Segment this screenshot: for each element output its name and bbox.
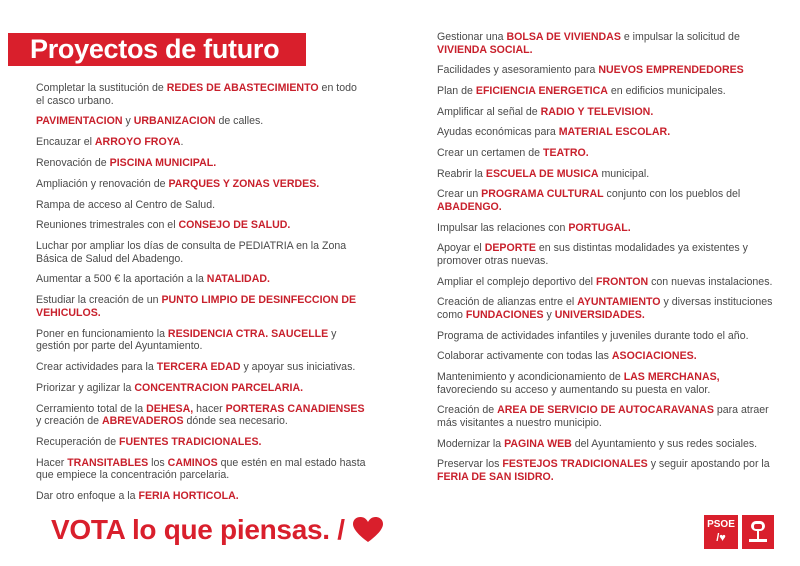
item-text: en todo el casco urbano. bbox=[36, 82, 357, 107]
list-item bbox=[437, 85, 777, 98]
highlight-text: RADIO Y TELEVISION. bbox=[540, 105, 654, 118]
item-text: Aumentar a 500 € la aportación a la bbox=[36, 273, 207, 286]
highlight-text: AYUNTAMIENTO bbox=[577, 296, 661, 309]
item-text: y gestión por parte del Ayuntamiento. bbox=[36, 327, 337, 353]
highlight-text: PROGRAMA CULTURAL bbox=[481, 188, 604, 201]
title-banner bbox=[8, 33, 306, 66]
slogan bbox=[51, 514, 383, 546]
psoe-logo-mark: /♥ bbox=[716, 532, 726, 544]
highlight-text: FRONTON bbox=[595, 275, 649, 288]
highlight-text: PISCINA MUNICIPAL. bbox=[109, 156, 217, 169]
highlight-text: PAGINA WEB bbox=[504, 437, 572, 450]
highlight-text: PAVIMENTACION bbox=[36, 115, 123, 128]
highlight-text: UNIVERSIDADES. bbox=[554, 308, 645, 321]
item-text: los bbox=[148, 456, 168, 469]
highlight-text: FERIA DE SAN ISIDRO. bbox=[437, 470, 554, 483]
list-item bbox=[36, 219, 366, 232]
list-item bbox=[36, 294, 366, 319]
list-item bbox=[36, 115, 366, 128]
list-item bbox=[437, 330, 777, 343]
highlight-text: BOLSA DE VIVIENDAS bbox=[506, 31, 621, 43]
item-text: . bbox=[180, 136, 184, 149]
left-column bbox=[36, 82, 366, 511]
highlight-text: ABADENGO. bbox=[437, 201, 502, 213]
highlight-text: PUNTO LIMPIO DE DESINFECCION DE VEHICULOS. bbox=[36, 294, 357, 319]
list-item bbox=[36, 240, 366, 265]
highlight-text: FESTEJOS TRADICIONALES bbox=[502, 458, 648, 471]
list-item bbox=[36, 403, 366, 428]
list-item bbox=[437, 168, 777, 181]
item-text: Crear un certamen de bbox=[437, 147, 543, 160]
item-text: Completar la sustitución de bbox=[36, 82, 167, 94]
highlight-text: ARROYO FROYA bbox=[94, 136, 181, 149]
item-text: Colaborar activamente con todas las bbox=[437, 350, 612, 363]
item-text: Crear un bbox=[437, 188, 482, 201]
highlight-text: ASOCIACIONES. bbox=[611, 350, 697, 363]
highlight-text: FUENTES TRADICIONALES. bbox=[119, 435, 262, 448]
psoe-logo-text: PSOE bbox=[707, 519, 735, 530]
highlight-text: URBANIZACION bbox=[133, 115, 216, 128]
list-item bbox=[437, 147, 777, 160]
item-text: Impulsar las relaciones con bbox=[437, 221, 569, 234]
item-text: y apoyar sus iniciativas. bbox=[240, 360, 356, 373]
item-text: conjunto con los pueblos del bbox=[603, 188, 741, 201]
list-item bbox=[437, 64, 777, 77]
highlight-text: ESCUELA DE MUSICA bbox=[485, 167, 599, 180]
item-text: Estudiar la creación de un bbox=[36, 294, 162, 307]
highlight-text: FUNDACIONES bbox=[465, 308, 544, 321]
list-item bbox=[36, 328, 366, 353]
highlight-text: TERCERA EDAD bbox=[156, 360, 241, 373]
list-item bbox=[437, 188, 777, 213]
highlight-text: EFICIENCIA ENERGETICA bbox=[475, 84, 608, 97]
list-item bbox=[36, 361, 366, 374]
list-item bbox=[437, 31, 777, 56]
highlight-text: NUEVOS EMPRENDEDORES bbox=[598, 64, 744, 77]
item-text: municipal. bbox=[598, 167, 650, 180]
list-item bbox=[36, 273, 366, 286]
list-item bbox=[36, 199, 366, 212]
page-title: Proyectos de futuro bbox=[30, 34, 280, 64]
item-text: hacer bbox=[193, 402, 226, 415]
item-text: en sus distintas modalidades ya existentes y promover otras nuevas. bbox=[437, 242, 748, 267]
right-column bbox=[437, 31, 777, 492]
item-text: Poner en funcionamiento la bbox=[36, 327, 168, 340]
item-text: Creación de bbox=[437, 404, 498, 417]
list-item bbox=[437, 404, 777, 429]
highlight-text: VIVIENDA SOCIAL. bbox=[437, 43, 533, 56]
list-item bbox=[437, 371, 777, 396]
highlight-text: ABREVADEROS bbox=[101, 415, 184, 428]
item-text: Apoyar el bbox=[437, 242, 485, 255]
highlight-text: LAS MERCHANAS, bbox=[623, 371, 720, 383]
highlight-text: NATALIDAD. bbox=[206, 273, 270, 286]
highlight-text: MATERIAL ESCOLAR. bbox=[558, 126, 671, 139]
highlight-text: FERIA HORTICOLA. bbox=[138, 490, 239, 503]
highlight-text: PORTUGAL. bbox=[568, 221, 631, 234]
item-text: Mantenimiento y acondicionamiento de bbox=[437, 371, 624, 383]
highlight-text: RESIDENCIA CTRA. SAUCELLE bbox=[167, 327, 329, 340]
highlight-text: CONCENTRACION PARCELARIA. bbox=[134, 381, 304, 394]
item-text: e impulsar la solicitud de bbox=[620, 31, 740, 43]
heart-icon bbox=[353, 517, 383, 543]
highlight-text: CONSEJO DE SALUD. bbox=[178, 219, 291, 232]
item-text: de calles. bbox=[215, 115, 264, 128]
item-text: y creación de bbox=[36, 415, 102, 428]
list-item bbox=[36, 457, 366, 482]
item-text: Amplificar al señal de bbox=[437, 105, 541, 118]
highlight-text: AREA DE SERVICIO DE AUTOCARAVANAS bbox=[497, 404, 714, 417]
highlight-text: TRANSITABLES bbox=[67, 456, 149, 469]
item-text: Ampliación y renovación de bbox=[36, 177, 169, 190]
item-text: Recuperación de bbox=[36, 435, 120, 448]
item-text: en edificios municipales. bbox=[607, 84, 726, 97]
item-text: y bbox=[122, 115, 134, 128]
item-text: y bbox=[543, 308, 555, 321]
highlight-text: REDES DE ABASTECIMIENTO bbox=[166, 82, 319, 94]
item-text: Reabrir la bbox=[437, 167, 486, 180]
highlight-text: DEHESA, bbox=[146, 402, 194, 415]
item-text: Hacer bbox=[36, 456, 68, 469]
item-text: Crear actividades para la bbox=[36, 360, 157, 373]
item-text: Rampa de acceso al Centro de Salud. bbox=[36, 198, 216, 211]
item-text: dónde sea necesario. bbox=[183, 415, 288, 428]
item-text: para atraer más visitantes a nuestro municipio. bbox=[437, 404, 769, 429]
item-text: Dar otro enfoque a la bbox=[36, 490, 139, 503]
highlight-text: DEPORTE bbox=[484, 242, 536, 255]
item-text: favoreciendo su acceso y aumentando su puesta en valor. bbox=[437, 383, 711, 396]
highlight-text: TEATRO. bbox=[543, 147, 589, 160]
item-text: Gestionar una bbox=[437, 31, 507, 43]
list-item bbox=[437, 242, 777, 267]
item-text: que estén en mal estado hasta que empiece la concentración parcelaria. bbox=[36, 456, 366, 482]
item-text: Reuniones trimestrales con el bbox=[36, 219, 179, 232]
slogan-text: VOTA lo que piensas. / bbox=[51, 514, 345, 545]
list-item bbox=[36, 490, 366, 503]
item-text: y seguir apostando por la bbox=[647, 458, 770, 471]
highlight-text: PORTERAS CANADIENSES bbox=[225, 402, 365, 415]
item-text: Luchar por ampliar los días de consulta de PEDIATRIA en la Zona Básica de Salud del Abadengo. bbox=[36, 240, 347, 265]
item-text: Plan de bbox=[437, 84, 476, 97]
list-item bbox=[36, 82, 366, 107]
item-text: Ayudas económicas para bbox=[437, 126, 559, 139]
item-text: Renovación de bbox=[36, 156, 110, 169]
item-text: del Ayuntamiento y sus redes sociales. bbox=[571, 437, 758, 450]
item-text: Preservar los bbox=[437, 458, 503, 471]
list-item bbox=[437, 350, 777, 363]
item-text: Creación de alianzas entre el bbox=[437, 296, 578, 309]
item-text: Priorizar y agilizar la bbox=[36, 381, 135, 394]
list-item bbox=[437, 126, 777, 139]
item-text: Facilidades y asesoramiento para bbox=[437, 64, 599, 77]
list-item bbox=[437, 276, 777, 289]
item-text: Ampliar el complejo deportivo del bbox=[437, 275, 596, 288]
list-item bbox=[36, 136, 366, 149]
list-item bbox=[437, 458, 777, 483]
list-item bbox=[437, 438, 777, 451]
highlight-text: CAMINOS bbox=[167, 456, 218, 469]
list-item bbox=[36, 157, 366, 170]
item-text: Programa de actividades infantiles y juveniles durante todo el año. bbox=[437, 329, 749, 342]
highlight-text: PARQUES Y ZONAS VERDES. bbox=[168, 177, 320, 190]
rose-logo-icon bbox=[742, 515, 774, 549]
item-text: Cerramiento total de la bbox=[36, 402, 147, 415]
psoe-logo bbox=[704, 515, 738, 549]
item-text: y diversas instituciones como bbox=[437, 296, 773, 321]
list-item bbox=[36, 436, 366, 449]
item-text: Encauzar el bbox=[36, 136, 95, 149]
list-item bbox=[437, 106, 777, 119]
list-item bbox=[36, 178, 366, 191]
list-item bbox=[437, 222, 777, 235]
list-item bbox=[36, 382, 366, 395]
item-text: con nuevas instalaciones. bbox=[648, 275, 773, 288]
item-text: Modernizar la bbox=[437, 437, 505, 450]
list-item bbox=[437, 296, 777, 321]
